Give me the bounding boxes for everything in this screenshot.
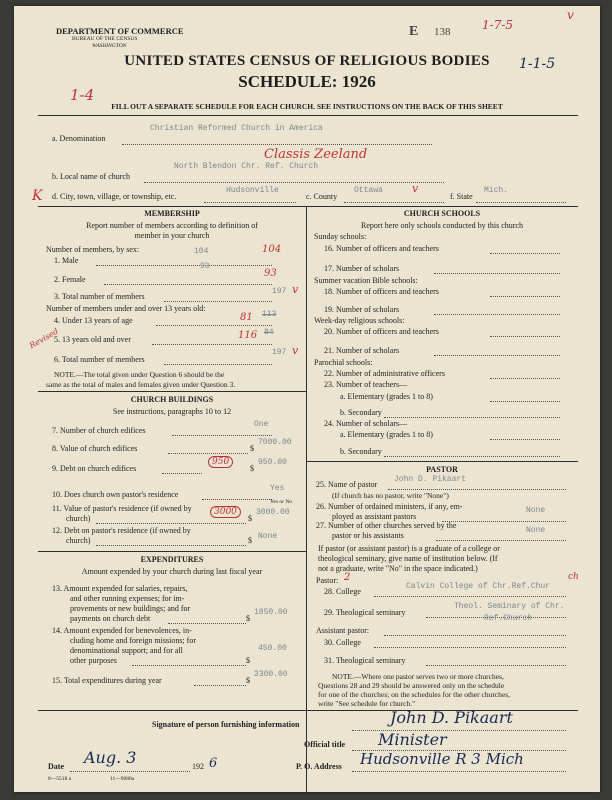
q31-label: 31. Theological seminary <box>324 656 406 665</box>
state-value: Mich. <box>484 186 509 195</box>
q13-label-3: provements or new buildings; and for <box>70 604 191 613</box>
county-label: c. County <box>306 192 338 201</box>
q1-male-label: 1. Male <box>54 256 79 265</box>
pastor-instruction-3: not a graduate, write "No" in the space indicated.) <box>318 564 478 573</box>
q17-label: 17. Number of scholars <box>324 264 400 273</box>
form-number: 8—5518 a <box>48 776 72 782</box>
q8-label: 8. Value of church edifices <box>52 444 138 453</box>
stamp-letter: E <box>409 24 419 39</box>
classis-annotation: Classis Zeeland <box>264 147 368 162</box>
q20-label: 20. Number of officers and teachers <box>324 327 439 336</box>
signature-label: Signature of person furnishing information <box>152 720 300 729</box>
q7-label: 7. Number of church edifices <box>52 426 146 435</box>
q10-sub: Yes or No <box>270 499 293 505</box>
pastor-hand-mark: 2 <box>344 572 351 583</box>
q5-over13-label: 5. 13 years old and over <box>54 335 131 344</box>
q1-hand: 104 <box>262 244 282 255</box>
q27-value: None <box>526 526 546 535</box>
q6-typed: 197 <box>272 348 287 357</box>
hand-code-top: 1-7-5 <box>482 18 514 32</box>
q14-label-1: 14. Amount expended for benevolences, in- <box>52 626 192 635</box>
q9-label: 9. Debt on church edifices <box>52 464 137 473</box>
q2-female-label: 2. Female <box>54 275 86 284</box>
bureau-name: BUREAU OF THE CENSUS <box>72 36 138 42</box>
q15-typed: 2300.00 <box>254 670 288 679</box>
q10-typed: Yes <box>270 484 285 493</box>
official-title-value: Minister <box>378 730 447 749</box>
assistant-pastor-label: Assistant pastor: <box>316 626 370 635</box>
q26-label-1: 26. Number of ordained ministers, if any, em- <box>316 502 463 511</box>
signature-value: John D. Pikaart <box>390 708 513 727</box>
pastor-sub-label: Pastor: <box>316 576 339 585</box>
pastor-instruction-1: If pastor (or assistant pastor) is a graduate of a college or <box>318 544 500 553</box>
q12-label-1: 12. Debt on pastor's residence (if owned by <box>52 526 191 535</box>
q11-label-1: 11. Value of pastor's residence (if owned by <box>52 504 192 513</box>
census-schedule-sheet: DEPARTMENT OF COMMERCE BUREAU OF THE CENSUS WASHINGTON E 138 1-7-5 v 1-1-5 UNITED STATES CENSUS OF RELIGIOUS BODIES SCHEDULE: 1926 1-4 FILL OUT A SEPARATE SCHEDULE FOR EACH CHURCH. SEE INSTRUCTIONS ON THE BACK OF THIS SHEET a. Denomination Christian Reformed Church in America Classis Zeeland b. Local name of church North Blendon Chr. Ref. Church K d. City, town, village, or township, etc. Hudsonville c. County Ottawa v f. State Mich. MEMBERSHIP Report number of members according to definition of member in your church Number of members, by sex: 1. Male 104 104 2. Female 93 93 3. Total number of members 197 v Number of members under and over 13 years old: Revised 4. Under 13 years of age 81 113 5. 13 years old and over 116 84 6. Total number of members 197 v NOTE.—The total given under Question 6 should be the same as the total of males and females given under Question 3. CHURCH BUILDINGS See instructions, paragraphs 10 to 12 7. Number of church edifices One 8. Value of church edifices $ 7000.00 9. Debt on church edifices 950 $ 950.00 10. Does church own pastor's residence Yes Yes or No 11. Value of pastor's residence (if owned by church) 3000 $ 3000.00 12. Debt on pastor's residence (if owned by church) $ None EXPENDITURES Amount expended by your church during last fiscal year 13. Amount expended for salaries, repairs, and other running expenses; for im- provements or new buildings; and for payments on church debt $ 1850.00 14. Amount expended for benevolences, in- cluding home and foreign missions; for denominational support; and for all other purposes $ 450.00 15. Total expenditures during year $ 2300.00 CHURCH SCHOOLS Report here only schools conducted by this church Sunday schools: 16. Number of officers and teachers 17. Number of scholars Summer vacation Bible schools: 18. Number of officers and teachers 19. Number of scholars Week-day religious schools: 20. Number of officers and teachers 21. Number of scholars Parochial schools: 22. Number of administrative officers 23. Number of teachers— a. Elementary (grades 1 to 8) b. Secondary 24. Number of scholars— a. Elementary (grades 1 to 8) b. Secondary PASTOR 25. Name of pastor John D. Pikaart (If church has no pastor, write "None") 26. Number of ordained ministers, if any, em- ployed as assistant pastors None 27. Number of other churches served by the pastor or his assistants None If pastor (or assistant pastor) is a graduate of a college or theological seminary, give name of institution below. (If not a graduate, write "No" in the space indicated.) Pastor: 2 28. College Calvin College of Chr.Ref.Chur ch 29. Theological seminary Theol. Seminary of Chr. Ref.Church Assistant pastor: 30. College 31. Theological seminary NOTE.—Where one pastor serves two or more churches, Questions 28 and 29 should be answered only on the schedule for one of the churches; on the schedules for the other churches, write "See schedule for church." Signature of person furnishing information John D. Pikaart Official title Minister Date Aug. 3 192 6 P. O. Address Hudsonville R 3 Mich 8—5518 a 11—9088a <box>14 6 600 792</box>
q12-typed: None <box>258 532 278 541</box>
q13-label-2: and other running expenses; for im- <box>70 594 185 603</box>
pastor-note-3: for one of the churches; on the schedules for the other churches, <box>318 690 511 699</box>
hand-code-side: 1-1-5 <box>519 56 556 72</box>
pastor-instruction-2: theological seminary, give name of institution below. (If <box>318 554 498 563</box>
margin-revised-note: Revised <box>27 326 60 351</box>
membership-title: MEMBERSHIP <box>144 209 200 218</box>
membership-note-1: NOTE.—The total given under Question 6 should be the <box>54 370 225 379</box>
q4-under13-label: 4. Under 13 years of age <box>54 316 133 325</box>
q11-circle-note: 3000 <box>210 506 241 518</box>
membership-note-2: same as the total of males and females given under Question 3. <box>46 380 236 389</box>
q29-value-1: Theol. Seminary of Chr. <box>454 602 565 611</box>
state-label: f. State <box>450 192 473 201</box>
q28-label: 28. College <box>324 587 361 596</box>
q23a-label: a. Elementary (grades 1 to 8) <box>340 392 433 401</box>
date-label: Date <box>48 762 64 771</box>
q28-value: Calvin College of Chr.Ref.Chur <box>406 582 551 591</box>
q16-label: 16. Number of officers and teachers <box>324 244 439 253</box>
pastor-note-2: Questions 28 and 29 should be answered only on the schedule <box>318 681 505 690</box>
local-name-value: North Blendon Chr. Ref. Church <box>174 162 319 171</box>
q3-total-label: 3. Total number of members <box>54 292 145 301</box>
q27-label-2: pastor or his assistants <box>332 531 404 540</box>
county-tick: v <box>412 182 419 195</box>
q14-label-3: denominational support; and for all <box>70 646 183 655</box>
form-title: UNITED STATES CENSUS OF RELIGIOUS BODIES <box>124 53 490 69</box>
q13-label-4: payments on church debt <box>70 614 151 623</box>
q26-value: None <box>526 506 546 515</box>
q18-label: 18. Number of officers and teachers <box>324 287 439 296</box>
q9-typed: 950.00 <box>258 458 287 467</box>
q13-typed: 1850.00 <box>254 608 288 617</box>
q2-hand: 93 <box>264 268 277 279</box>
date-value: Aug. 3 <box>84 748 137 767</box>
q25-value: John D. Pikaart <box>394 475 467 484</box>
q3-tick: v <box>292 283 299 296</box>
members-by-sex-label: Number of members, by sex: <box>46 245 140 254</box>
q19-label: 19. Number of scholars <box>324 305 400 314</box>
pastor-note-1: NOTE.—Where one pastor serves two or more churches, <box>332 672 504 681</box>
date-year-prefix: 192 <box>192 762 204 771</box>
q21-label: 21. Number of scholars <box>324 346 400 355</box>
form-instruction: FILL OUT A SEPARATE SCHEDULE FOR EACH CHURCH. SEE INSTRUCTIONS ON THE BACK OF THIS SHEET <box>111 102 503 111</box>
city-label: d. City, town, village, or township, etc. <box>52 192 177 201</box>
q7-typed: One <box>254 420 269 429</box>
q25-sub: (If church has no pastor, write "None") <box>332 491 449 500</box>
q9-circle-note: 950 <box>208 456 233 468</box>
parochial-schools-label: Parochial schools: <box>314 358 373 367</box>
dept-name: DEPARTMENT OF COMMERCE <box>56 26 184 36</box>
serial-number: 138 <box>434 26 451 38</box>
denomination-label: a. Denomination <box>52 134 106 143</box>
q24b-label: b. Secondary <box>340 447 382 456</box>
membership-intro-1: Report number of members according to definition of <box>86 221 258 230</box>
q5-typed: 84 <box>264 328 274 337</box>
q3-typed: 197 <box>272 287 287 296</box>
po-address-label: P. O. Address <box>296 762 342 771</box>
q25-label: 25. Name of pastor <box>316 480 378 489</box>
q22-label: 22. Number of administrative officers <box>324 369 445 378</box>
hand-number-14: 1-4 <box>70 86 95 104</box>
schools-sub: Report here only schools conducted by this church <box>361 221 523 230</box>
q14-label-4: other purposes <box>70 656 117 665</box>
q28-hand-suffix: ch <box>568 572 579 582</box>
q26-label-2: ployed as assistant pastors <box>332 512 417 521</box>
q6-tick: v <box>292 344 299 357</box>
q24a-label: a. Elementary (grades 1 to 8) <box>340 430 433 439</box>
membership-intro-2: member in your church <box>134 231 210 240</box>
q13-label-1: 13. Amount expended for salaries, repairs, <box>52 584 188 593</box>
q10-label: 10. Does church own pastor's residence <box>52 490 179 499</box>
expenditures-title: EXPENDITURES <box>140 555 204 564</box>
q23-label: 23. Number of teachers— <box>324 380 408 389</box>
bureau-city: WASHINGTON <box>92 43 127 49</box>
summer-schools-label: Summer vacation Bible schools: <box>314 276 418 285</box>
official-title-label: Official title <box>304 740 346 749</box>
q23b-label: b. Secondary <box>340 408 382 417</box>
q5-hand: 116 <box>238 330 258 341</box>
q11-typed: 3000.00 <box>256 508 290 517</box>
q6-total-label: 6. Total number of members <box>54 355 145 364</box>
date-year-hand: 6 <box>209 756 218 771</box>
margin-k-mark: K <box>32 188 43 204</box>
sunday-schools-label: Sunday schools: <box>314 232 367 241</box>
denomination-value: Christian Reformed Church in America <box>150 124 323 133</box>
hand-tick-top: v <box>567 8 574 22</box>
q14-typed: 450.00 <box>258 644 287 653</box>
members-by-age-label: Number of members under and over 13 years old: <box>46 304 206 313</box>
expenditures-sub: Amount expended by your church during last fiscal year <box>81 567 263 576</box>
q14-label-2: cluding home and foreign missions; for <box>70 636 196 645</box>
buildings-sub: See instructions, paragraphs 10 to 12 <box>112 407 232 416</box>
weekday-schools-label: Week-day religious schools: <box>314 316 405 325</box>
print-code: 11—9088a <box>110 776 135 782</box>
local-name-label: b. Local name of church <box>52 172 130 181</box>
schools-title: CHURCH SCHOOLS <box>403 209 481 218</box>
q12-label-2: church) <box>66 536 91 545</box>
q2-typed: 93 <box>200 262 210 271</box>
q11-label-2: church) <box>66 514 91 523</box>
buildings-title: CHURCH BUILDINGS <box>130 395 214 404</box>
q15-label: 15. Total expenditures during year <box>52 676 162 685</box>
q24-label: 24. Number of scholars— <box>324 419 408 428</box>
q27-label-1: 27. Number of other churches served by the <box>316 521 457 530</box>
pastor-note-4: write "See schedule for church." <box>318 699 416 708</box>
q4-hand: 81 <box>240 312 253 323</box>
form-schedule: SCHEDULE: 1926 <box>238 72 376 91</box>
q8-typed: 7000.00 <box>258 438 292 447</box>
city-value: Hudsonville <box>226 186 279 195</box>
pastor-title: PASTOR <box>426 465 458 474</box>
q29-value-2: Ref.Church <box>484 614 533 623</box>
county-value: Ottawa <box>354 186 383 195</box>
po-address-value: Hudsonville R 3 Mich <box>360 750 524 768</box>
q1-typed: 104 <box>194 247 209 256</box>
q29-label: 29. Theological seminary <box>324 608 406 617</box>
q30-label: 30. College <box>324 638 361 647</box>
q4-typed: 113 <box>262 310 277 319</box>
